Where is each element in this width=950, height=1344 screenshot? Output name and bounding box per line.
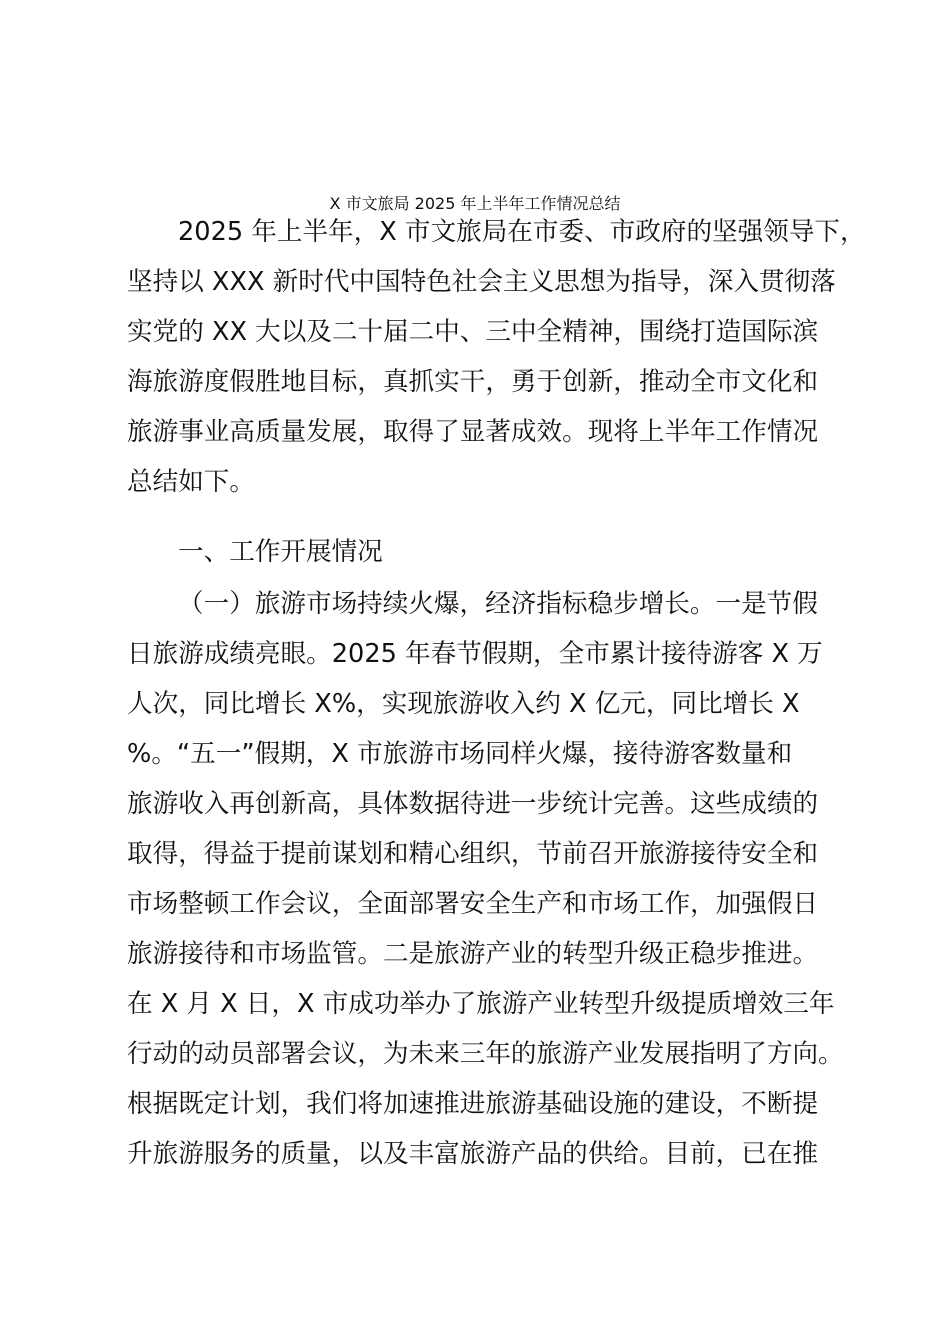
paragraph-line: 行动的动员部署会议，为未来三年的旅游产业发展指明了方向。 [127, 1039, 844, 1069]
paragraph-line: 海旅游度假胜地目标，真抓实干，勇于创新，推动全市文化和 [127, 367, 819, 397]
paragraph-line: 人次，同比增长 X%，实现旅游收入约 X 亿元，同比增长 X [127, 689, 800, 719]
paragraph-line: 旅游接待和市场监管。二是旅游产业的转型升级正稳步推进。 [127, 939, 819, 969]
document-title: X 市文旅局 2025 年上半年工作情况总结 [329, 194, 621, 213]
paragraph-line: 2025 年上半年，X 市文旅局在市委、市政府的坚强领导下， [178, 217, 866, 247]
paragraph-line: 总结如下。 [127, 467, 255, 497]
paragraph-line: 坚持以 XXX 新时代中国特色社会主义思想为指导，深入贯彻落 [127, 267, 836, 297]
paragraph-line: 根据既定计划，我们将加速推进旅游基础设施的建设，不断提 [127, 1089, 819, 1119]
paragraph-line: 市场整顿工作会议，全面部署安全生产和市场工作，加强假日 [127, 889, 819, 919]
paragraph-line: 取得，得益于提前谋划和精心组织，节前召开旅游接待安全和 [127, 839, 819, 869]
paragraph-line: 升旅游服务的质量，以及丰富旅游产品的供给。目前，已在推 [127, 1139, 819, 1169]
paragraph-line: 实党的 XX 大以及二十届二中、三中全精神，围绕打造国际滨 [127, 317, 819, 347]
paragraph-line: （一）旅游市场持续火爆，经济指标稳步增长。一是节假 [178, 589, 818, 619]
paragraph-line: 在 X 月 X 日，X 市成功举办了旅游产业转型升级提质增效三年 [127, 989, 835, 1019]
paragraph-line: 日旅游成绩亮眼。2025 年春节假期，全市累计接待游客 X 万 [127, 639, 823, 669]
paragraph-line: %。“五一”假期，X 市旅游市场同样火爆，接待游客数量和 [127, 739, 793, 769]
paragraph-line: 旅游收入再创新高，具体数据待进一步统计完善。这些成绩的 [127, 789, 819, 819]
section-heading: 一、工作开展情况 [178, 537, 383, 567]
paragraph-line: 旅游事业高质量发展，取得了显著成效。现将上半年工作情况 [127, 417, 819, 447]
